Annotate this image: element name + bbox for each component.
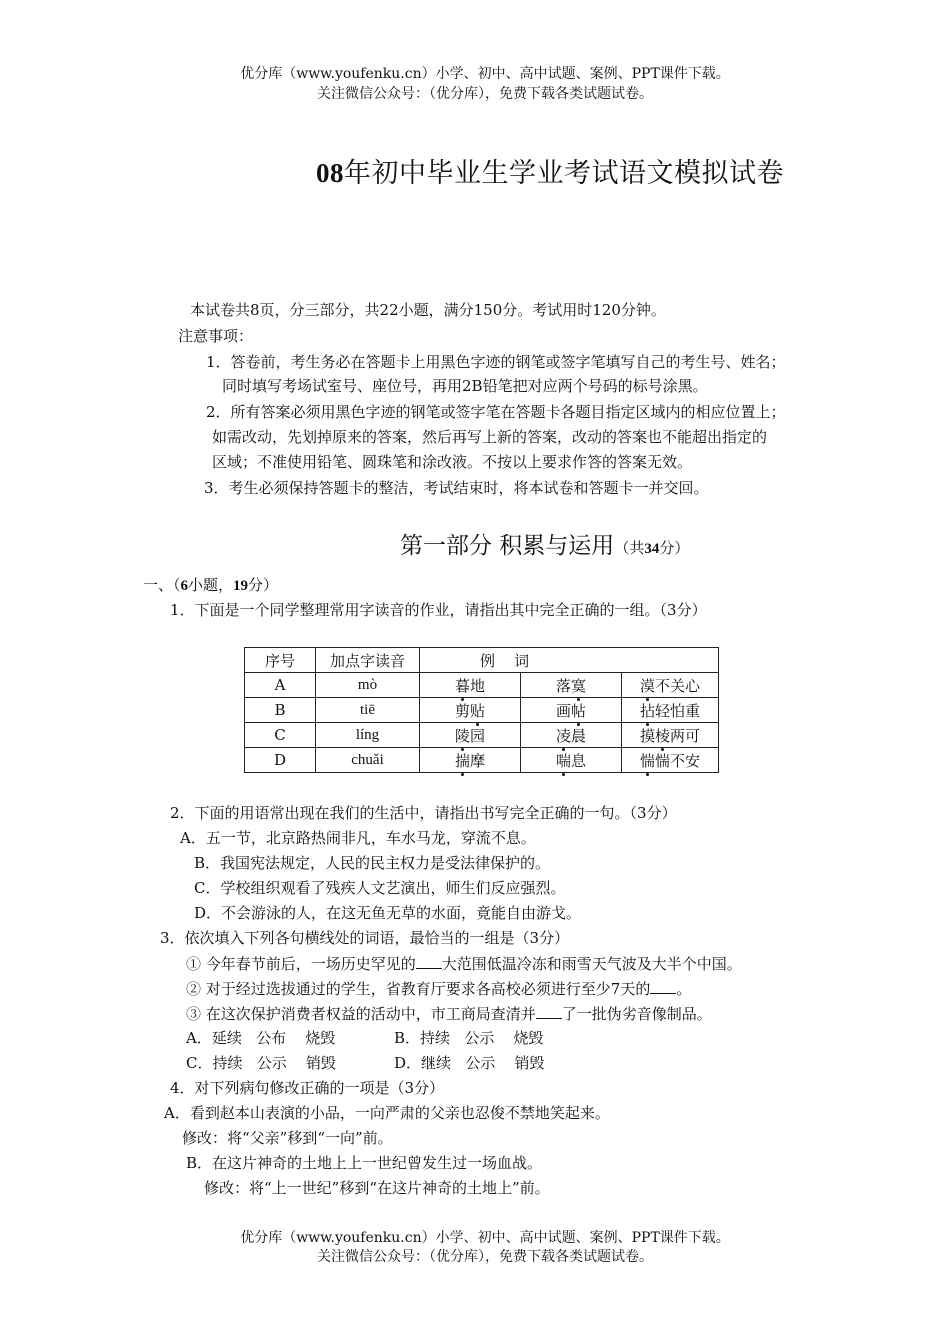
q1-text: 1．下面是一个同学整理常用字读音的作业，请指出其中完全正确的一组。（3分） (170, 601, 707, 619)
example-word: 拈轻怕重 (622, 698, 719, 723)
row-id: A (245, 673, 316, 698)
header-line-1: 优分库（www.youfenku.cn）小学、初中、高中试题、案例、PPT课件下载。 (240, 66, 730, 82)
fill-blank (416, 954, 442, 969)
q3-option-d: D．继续 公示 销毁 (394, 1054, 545, 1072)
table-row (245, 673, 719, 698)
example-word: 摸棱两可 (622, 723, 719, 748)
example-word: 惴惴不安 (622, 748, 719, 773)
row-pron: líng (316, 723, 420, 748)
notice-2-line-2: 如需改动，先划掉原来的答案，然后再写上新的答案，改动的答案也不能超出指定的 (212, 428, 768, 446)
q4-text: 4．对下列病句修改正确的一项是（3分） (170, 1079, 445, 1097)
example-word: 揣摩 (420, 748, 521, 773)
section1-mid: 小题， (188, 576, 234, 594)
footer-line-2: 关注微信公众号：（优分库），免费下载各类试题试卷。 (317, 1249, 653, 1265)
example-word: 落寞 (521, 673, 622, 698)
table-row (245, 748, 719, 773)
q3-option-a: A．延续 公布 烧毁 (186, 1029, 336, 1047)
page-title (316, 157, 784, 190)
section1-pre: 一、（ (143, 576, 181, 594)
example-word: 剪贴 (420, 698, 521, 723)
q3-option-b: B．持续 公示 烧毁 (394, 1029, 544, 1047)
notice-1-line-1: 1．答卷前，考生务必在答题卡上用黑色字迹的钢笔或签字笔填写自己的考生号、姓名； (206, 353, 786, 371)
example-word: 暮地 (420, 673, 521, 698)
q2-option-c: C．学校组织观看了残疾人文艺演出，师生们反应强烈。 (194, 879, 566, 897)
q3-sentence-1: ① 今年春节前后，一场历史罕见的 大范围低温冷冻和雨雪天气波及大半个中国。 (186, 955, 742, 973)
q3-option-c: C．持续 公示 销毁 (186, 1054, 336, 1072)
table-header-row (245, 648, 719, 673)
example-word: 画帖 (521, 698, 622, 723)
section1-count: 6 (180, 578, 189, 594)
fill-blank (650, 979, 676, 994)
q2-option-b: B．我国宪法规定，人民的民主权力是受法律保护的。 (194, 854, 551, 872)
example-word: 凌晨 (521, 723, 622, 748)
row-id: B (245, 698, 316, 723)
row-id: D (245, 748, 316, 773)
q3-sentence-3: ③ 在这次保护消费者权益的活动中，市工商局查清并 了一批伪劣音像制品。 (186, 1005, 712, 1023)
part1-score-post: 分） (659, 539, 690, 557)
notice-label: 注意事项： (178, 327, 254, 345)
section1-heading (143, 576, 278, 595)
fill-blank (536, 1004, 562, 1019)
header-cell-pron: 加点字读音 (316, 648, 420, 673)
example-word: 漠不关心 (622, 673, 719, 698)
notice-2-line-3: 区域；不准使用铅笔、圆珠笔和涂改液。不按以上要求作答的答案无效。 (212, 453, 693, 471)
section1-points: 19 (233, 578, 249, 594)
example-word: 喘息 (521, 748, 622, 773)
q4-option-b-fix: 修改：将“上一世纪”移到“在这片神奇的土地上”前。 (204, 1179, 550, 1197)
q4-option-a: A．看到赵本山表演的小品，一向严肃的父亲也忍俊不禁地笑起来。 (164, 1104, 610, 1122)
exam-intro: 本试卷共8页，分三部分，共22小题，满分150分。考试用时120分钟。 (190, 301, 666, 319)
pronunciation-table (244, 647, 719, 773)
row-pron: chuǎi (316, 748, 420, 773)
q3-text: 3．依次填入下列各句横线处的词语，最恰当的一组是（3分） (160, 929, 570, 947)
notice-1-line-2: 同时填写考场试室号、座位号，再用2B铅笔把对应两个号码的标号涂黑。 (222, 377, 708, 395)
row-pron: tiē (316, 698, 420, 723)
part1-score-pre: （共 (614, 539, 645, 557)
header-cell-examples: 例 词 (420, 648, 719, 673)
q2-option-d: D．不会游泳的人，在这无鱼无草的水面，竟能自由游戈。 (194, 904, 582, 922)
header-cell-id: 序号 (245, 648, 316, 673)
part1-score: 34 (644, 541, 660, 557)
part1-title-text: 第一部分 积累与运用 (400, 533, 615, 559)
q4-option-b: B．在这片神奇的土地上上一世纪曾发生过一场血战。 (186, 1154, 543, 1172)
table-row (245, 723, 719, 748)
footer-line-1: 优分库（www.youfenku.cn）小学、初中、高中试题、案例、PPT课件下载。 (240, 1230, 730, 1246)
title-text: 年初中毕业生学业考试语文模拟试卷 (344, 158, 784, 189)
title-year: 08 (316, 158, 344, 188)
example-word: 陵园 (420, 723, 521, 748)
header-line-2: 关注微信公众号：（优分库），免费下载各类试题试卷。 (317, 86, 653, 102)
row-pron: mò (316, 673, 420, 698)
notice-3-line-1: 3．考生必须保持答题卡的整洁，考试结束时，将本试卷和答题卡一并交回。 (204, 479, 709, 497)
notice-2-line-1: 2．所有答案必须用黑色字迹的钢笔或签字笔在答题卡各题目指定区域内的相应位置上； (206, 403, 786, 421)
q2-option-a: A．五一节，北京路热闹非凡，车水马龙，穿流不息。 (180, 829, 536, 847)
row-id: C (245, 723, 316, 748)
part1-title (400, 533, 689, 561)
section1-post: 分） (248, 576, 279, 594)
table-row (245, 698, 719, 723)
q3-sentence-2: ② 对于经过选拔通过的学生，省教育厅要求各高校必须进行至少7天的 。 (186, 980, 692, 998)
q4-option-a-fix: 修改：将“父亲”移到“一向”前。 (182, 1129, 393, 1147)
q2-text: 2．下面的用语常出现在我们的生活中，请指出书写完全正确的一句。（3分） (170, 804, 677, 822)
